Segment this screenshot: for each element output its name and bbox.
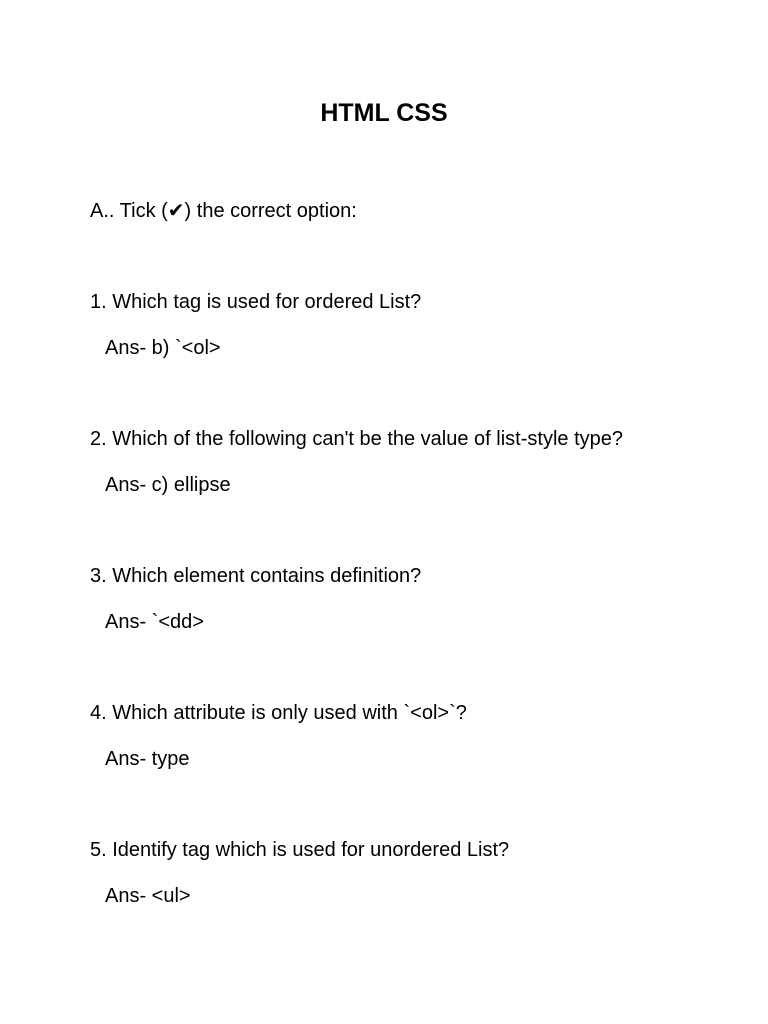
question-text: 1. Which tag is used for ordered List? bbox=[90, 291, 422, 313]
answer-text: Ans- `<dd> bbox=[105, 611, 204, 633]
question-text: 5. Identify tag which is used for unordered List? bbox=[90, 839, 510, 861]
question-item-2 bbox=[90, 426, 730, 498]
question-text: 4. Which attribute is only used with `<ol>`? bbox=[90, 702, 467, 724]
question-item-3 bbox=[90, 563, 730, 635]
page-title: HTML CSS bbox=[320, 99, 448, 127]
answer-text: Ans- type bbox=[105, 748, 190, 770]
question-item-5 bbox=[90, 837, 730, 909]
answer-text: Ans- <ul> bbox=[105, 885, 191, 907]
instruction-text: A.. Tick (✔) the correct option: bbox=[90, 200, 357, 222]
question-text: 3. Which element contains definition? bbox=[90, 565, 422, 587]
answer-text: Ans- c) ellipse bbox=[105, 474, 231, 496]
answer-text: Ans- b) `<ol> bbox=[105, 337, 221, 359]
question-text: 2. Which of the following can't be the value of list-style type? bbox=[90, 428, 623, 450]
question-item-4 bbox=[90, 700, 730, 772]
question-item-1 bbox=[90, 289, 730, 361]
